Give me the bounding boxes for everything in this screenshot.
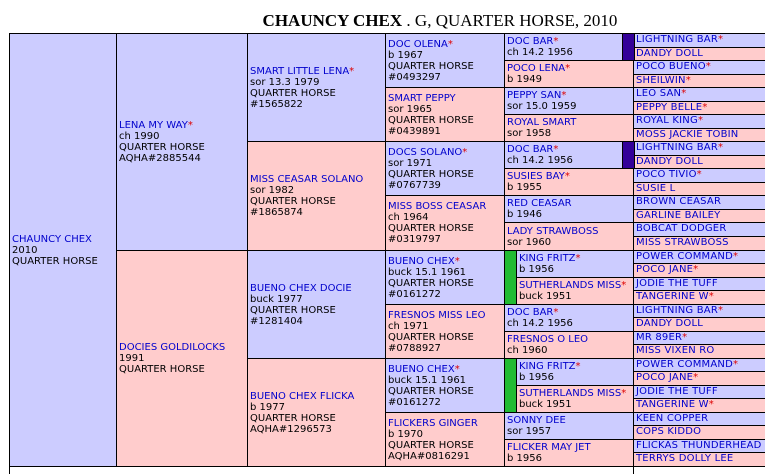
ancestor-cell-gen4 — [504, 222, 635, 251]
ancestor-cell-gen5 — [633, 344, 765, 359]
ancestor-cell-gen4 — [504, 168, 635, 196]
horse-name — [636, 440, 765, 451]
ancestor-cell-gen5 — [633, 385, 765, 399]
ancestor-cell-gen4 — [516, 250, 635, 278]
horse-name-link[interactable]: DOCS SOLANO — [388, 146, 463, 158]
horse-name-link[interactable]: KING FRITZ — [519, 361, 576, 372]
horse-name — [388, 93, 503, 104]
ancestor-cell-gen4 — [504, 439, 635, 467]
star-marker: * — [575, 253, 581, 264]
ancestor-cell-gen5 — [633, 263, 765, 278]
horse-name — [507, 36, 620, 47]
star-marker: * — [462, 146, 468, 158]
star-marker: * — [621, 280, 627, 291]
horse-detail-line: QUARTER HORSE — [388, 277, 474, 289]
horse-name — [119, 342, 246, 353]
horse-detail-line: 2010 — [12, 244, 38, 256]
ancestor-cell-gen1 — [116, 250, 249, 467]
horse-detail-line: ch 14.2 1956 — [507, 47, 573, 58]
ancestor-cell-gen2 — [247, 141, 387, 251]
star-marker: * — [693, 264, 699, 275]
ancestor-cell-gen4 — [516, 385, 635, 413]
ancestor-cell-gen3 — [385, 195, 506, 251]
ancestor-cell-gen5 — [633, 412, 765, 426]
horse-name — [388, 310, 503, 321]
horse-name — [636, 426, 765, 437]
ancestor-cell-gen5 — [633, 128, 765, 142]
horse-name — [388, 147, 503, 158]
horse-detail-line: b 1967 — [388, 49, 423, 61]
horse-name — [636, 345, 765, 356]
horse-name-link[interactable]: COPS KIDDO — [636, 426, 702, 437]
horse-detail-line: #0439891 — [388, 125, 441, 137]
ancestor-cell-gen5 — [633, 398, 765, 413]
ancestor-cell-gen2 — [247, 358, 387, 467]
horse-detail-line: ch 1964 — [388, 212, 429, 223]
horse-name — [636, 291, 765, 302]
horse-name-link[interactable]: FRESNOS O LEO — [507, 334, 589, 345]
horse-name — [250, 174, 384, 185]
horse-name-link[interactable]: PEPPY SAN — [507, 90, 562, 101]
horse-summary: . G, QUARTER HORSE, 2010 — [402, 11, 618, 30]
horse-name-link[interactable]: SUSIES BAY — [507, 171, 565, 182]
ancestor-cell-gen5 — [633, 195, 765, 210]
horse-detail-line: ch 14.2 1956 — [507, 318, 573, 329]
ancestor-cell-gen4 — [516, 277, 635, 305]
ancestor-cell-gen4 — [504, 87, 635, 115]
horse-name-link[interactable]: MISS BOSS CEASAR — [388, 201, 487, 212]
horse-detail-line: buck 1977 — [250, 293, 303, 305]
horse-detail-line: sor 1971 — [388, 157, 433, 169]
horse-name-title: CHAUNCY CHEX — [262, 11, 403, 30]
ancestor-cell-gen5 — [633, 33, 765, 48]
horse-name-link[interactable]: MISS VIXEN RO — [636, 345, 715, 356]
horse-name-link[interactable]: BUENO CHEX FLICKA — [250, 390, 355, 402]
star-marker: * — [732, 251, 738, 262]
ancestor-cell-gen1 — [116, 33, 249, 251]
horse-name-link[interactable]: JODIE THE TUFF — [636, 386, 718, 397]
subject-cell — [9, 33, 118, 467]
horse-name — [636, 413, 765, 424]
horse-detail-line: b 1970 — [388, 428, 423, 440]
green-marker-band — [504, 250, 517, 305]
ancestor-cell-gen3 — [385, 141, 506, 196]
horse-detail-line: b 1955 — [507, 182, 542, 193]
horse-name — [636, 399, 765, 410]
horse-detail-line: #0788927 — [388, 342, 441, 354]
horse-name — [636, 332, 765, 343]
horse-name-link[interactable]: MISS STRAWBOSS — [636, 237, 729, 248]
purple-marker-band — [622, 33, 635, 61]
star-marker: * — [718, 34, 723, 45]
horse-name-link[interactable]: LENA MY WAY — [119, 120, 188, 131]
horse-name — [636, 183, 765, 194]
horse-name — [519, 253, 632, 264]
horse-name-link[interactable]: POCO LENA — [507, 63, 566, 74]
horse-detail-line: QUARTER HORSE — [388, 331, 474, 343]
horse-detail-line: QUARTER HORSE — [388, 168, 474, 180]
purple-marker-band — [622, 141, 635, 169]
horse-name — [519, 280, 632, 291]
ancestor-cell-gen3 — [385, 33, 506, 88]
horse-name — [636, 156, 765, 167]
horse-name — [636, 210, 765, 221]
horse-name-link[interactable]: SUTHERLANDS MISS — [519, 280, 622, 291]
horse-name-link[interactable]: DANDY DOLL — [636, 156, 703, 167]
horse-name — [636, 305, 765, 316]
horse-detail-line: QUARTER HORSE — [250, 87, 336, 99]
horse-detail-line: AQHA#0816291 — [388, 450, 470, 462]
green-marker-band — [504, 358, 517, 413]
horse-name-link[interactable]: DOCIES GOLDILOCKS — [119, 342, 226, 353]
ancestor-cell-gen4 — [504, 114, 635, 142]
star-marker: * — [454, 363, 460, 375]
horse-name-link[interactable]: DOC BAR — [507, 36, 554, 47]
horse-detail-line: QUARTER HORSE — [119, 142, 205, 153]
ancestor-cell-gen5 — [633, 331, 765, 345]
horse-name-link[interactable]: BUENO CHEX DOCIE — [250, 282, 352, 294]
horse-detail-line: buck 15.1 1961 — [388, 266, 467, 278]
horse-name — [12, 234, 115, 245]
horse-name — [636, 223, 765, 234]
horse-detail-line: #0493297 — [388, 71, 441, 83]
horse-name-link[interactable]: FLICKERS GINGER — [388, 417, 478, 429]
horse-name-link[interactable]: TANGERINE W — [636, 291, 709, 302]
horse-name-link[interactable]: LIGHTNING BAR — [636, 34, 718, 45]
star-marker: * — [708, 291, 714, 302]
horse-detail-line: buck 15.1 1961 — [388, 374, 467, 386]
star-marker: * — [621, 388, 627, 399]
horse-detail-line: AQHA#1296573 — [250, 423, 332, 435]
horse-name — [507, 171, 632, 182]
star-marker: * — [682, 332, 688, 343]
ancestor-cell-gen4 — [504, 412, 635, 440]
horse-name-link[interactable]: TANGERINE W — [636, 399, 709, 410]
horse-detail-line: b 1977 — [250, 401, 285, 413]
horse-name-link[interactable]: MR 89ER — [636, 332, 683, 343]
table-bottom-edge — [9, 466, 10, 474]
horse-detail-line: QUARTER HORSE — [388, 223, 474, 234]
ancestor-cell-gen5 — [633, 60, 765, 75]
ancestor-cell-gen3 — [385, 358, 506, 413]
star-marker: * — [447, 38, 453, 50]
horse-detail-line: sor 1958 — [507, 128, 552, 139]
horse-name-link[interactable]: KING FRITZ — [519, 253, 576, 264]
horse-name-link[interactable]: LIGHTNING BAR — [636, 305, 718, 316]
horse-name — [636, 169, 765, 180]
ancestor-cell-gen3 — [385, 87, 506, 142]
horse-name — [119, 120, 246, 131]
horse-name — [636, 318, 765, 329]
horse-name-link[interactable]: SONNY DEE — [507, 415, 566, 426]
horse-name-link[interactable]: MOSS JACKIE TOBIN — [636, 129, 739, 140]
ancestor-cell-gen5 — [633, 304, 765, 318]
horse-name-link[interactable]: POCO TIVIO — [636, 169, 697, 180]
horse-detail-line: b 1946 — [507, 209, 542, 220]
horse-name-link[interactable]: DOC BAR — [507, 307, 554, 318]
horse-name — [507, 117, 632, 128]
horse-name-link[interactable]: LEO SAN — [636, 88, 682, 99]
horse-name-link[interactable]: BUENO CHEX — [388, 363, 455, 375]
horse-name-link[interactable]: BOBCAT DODGER — [636, 223, 727, 234]
horse-name-link[interactable]: POWER COMMAND — [636, 251, 733, 262]
star-marker: * — [705, 61, 711, 72]
horse-name — [507, 63, 632, 74]
horse-name — [636, 115, 765, 126]
ancestor-cell-gen5 — [633, 317, 765, 332]
horse-detail-line: QUARTER HORSE — [250, 196, 336, 207]
horse-detail-line: ch 1971 — [388, 320, 429, 332]
horse-name-link[interactable]: SHEILWIN — [636, 75, 686, 86]
horse-detail-line: #0767739 — [388, 179, 441, 191]
horse-name — [636, 372, 765, 383]
horse-name — [636, 75, 765, 86]
horse-detail-line: buck 1951 — [519, 291, 572, 302]
ancestor-cell-gen3 — [385, 304, 506, 359]
horse-name-link[interactable]: POCO JANE — [636, 372, 694, 383]
horse-name-link[interactable]: POCO BUENO — [636, 61, 706, 72]
horse-detail-line: #1865874 — [250, 207, 303, 218]
horse-name-link[interactable]: LADY STRAWBOSS — [507, 225, 599, 237]
horse-name-link[interactable]: SMART PEPPY — [388, 92, 456, 104]
horse-name-link[interactable]: FLICKER MAY JET — [507, 442, 591, 453]
horse-detail-line: QUARTER HORSE — [388, 439, 474, 451]
ancestor-cell-gen4 — [504, 33, 623, 61]
horse-detail-line: ch 14.2 1956 — [507, 155, 573, 166]
horse-name — [636, 196, 765, 207]
horse-detail-line: QUARTER HORSE — [388, 114, 474, 126]
horse-name-link[interactable]: MISS CEASAR SOLANO — [250, 174, 364, 185]
horse-detail-line: b 1956 — [519, 372, 554, 383]
horse-name — [507, 442, 632, 453]
horse-name — [519, 388, 632, 399]
horse-detail-line: b 1949 — [507, 74, 542, 85]
star-marker: * — [454, 255, 460, 267]
ancestor-cell-gen5 — [633, 277, 765, 291]
horse-name-link[interactable]: FRESNOS MISS LEO — [388, 309, 486, 321]
horse-detail-line: sor 13.3 1979 — [250, 76, 320, 88]
ancestor-cell-gen2 — [247, 33, 387, 142]
horse-detail-line: AQHA#2885544 — [119, 153, 201, 164]
ancestor-cell-gen5 — [633, 222, 765, 237]
star-marker: * — [685, 75, 691, 86]
horse-name — [636, 61, 765, 72]
horse-name-link[interactable]: SMART LITTLE LENA — [250, 65, 350, 77]
ancestor-cell-gen5 — [633, 452, 765, 467]
ancestor-cell-gen5 — [633, 182, 765, 196]
horse-detail-line: #0319797 — [388, 234, 441, 245]
horse-detail-line: ch 1960 — [507, 345, 548, 356]
horse-name — [507, 415, 632, 426]
horse-name-link[interactable]: DANDY DOLL — [636, 48, 703, 59]
horse-name — [388, 418, 503, 429]
horse-name-link[interactable]: LIGHTNING BAR — [636, 142, 718, 153]
horse-detail-line: #1281404 — [250, 315, 303, 327]
star-marker: * — [718, 305, 723, 316]
horse-name — [250, 66, 384, 77]
table-bottom-edge — [633, 466, 634, 474]
horse-name-link[interactable]: CHAUNCY CHEX — [12, 233, 92, 245]
star-marker: * — [575, 361, 581, 372]
horse-name — [507, 90, 632, 101]
ancestor-cell-gen5 — [633, 236, 765, 251]
ancestor-cell-gen3 — [385, 412, 506, 467]
horse-detail-line: QUARTER HORSE — [12, 255, 98, 267]
horse-detail-line: QUARTER HORSE — [388, 385, 474, 397]
horse-name — [507, 226, 632, 237]
horse-name-link[interactable]: ROYAL KING — [636, 115, 698, 126]
horse-name-link[interactable]: DOC BAR — [507, 144, 554, 155]
horse-detail-line: 1991 — [119, 353, 145, 364]
ancestor-cell-gen2 — [247, 250, 387, 359]
ancestor-cell-gen5 — [633, 209, 765, 223]
horse-name — [636, 34, 765, 45]
star-marker: * — [553, 144, 559, 155]
horse-name — [636, 102, 765, 113]
horse-name — [507, 144, 620, 155]
ancestor-cell-gen3 — [385, 250, 506, 305]
ancestor-cell-gen5 — [633, 114, 765, 129]
horse-name — [507, 198, 632, 209]
horse-name-link[interactable]: POWER COMMAND — [636, 359, 733, 370]
star-marker: * — [708, 399, 714, 410]
horse-name-link[interactable]: SUSIE L — [636, 183, 676, 194]
horse-name — [636, 251, 765, 262]
star-marker: * — [696, 169, 702, 180]
horse-detail-line: QUARTER HORSE — [250, 304, 336, 316]
horse-detail-line: sor 1960 — [507, 236, 552, 248]
horse-detail-line: #0161272 — [388, 288, 441, 300]
star-marker: * — [561, 90, 567, 101]
horse-name-link[interactable]: TERRYS DOLLY LEE — [636, 453, 734, 464]
horse-name — [636, 88, 765, 99]
star-marker: * — [681, 88, 687, 99]
ancestor-cell-gen5 — [633, 290, 765, 305]
horse-name-link[interactable]: GARLINE BAILEY — [636, 210, 721, 221]
star-marker: * — [553, 36, 559, 47]
horse-name-link[interactable]: JODIE THE TUFF — [636, 278, 718, 289]
horse-name — [636, 359, 765, 370]
star-marker: * — [553, 307, 559, 318]
horse-detail-line: sor 15.0 1959 — [507, 101, 577, 112]
horse-detail-line: QUARTER HORSE — [388, 60, 474, 72]
horse-name-link[interactable]: DOC OLENA — [388, 38, 448, 50]
horse-detail-line: QUARTER HORSE — [119, 364, 205, 375]
horse-detail-line: #0161272 — [388, 396, 441, 408]
ancestor-cell-gen5 — [633, 141, 765, 156]
horse-name — [636, 129, 765, 140]
horse-name — [507, 307, 632, 318]
ancestor-cell-gen5 — [633, 101, 765, 115]
horse-name — [507, 334, 632, 345]
horse-name — [636, 264, 765, 275]
star-marker: * — [565, 63, 571, 74]
horse-detail-line: sor 1957 — [507, 426, 552, 437]
star-marker: * — [187, 120, 193, 131]
horse-name — [636, 278, 765, 289]
horse-name — [636, 453, 765, 464]
ancestor-cell-gen5 — [633, 168, 765, 183]
horse-detail-line: #1565822 — [250, 98, 303, 110]
ancestor-cell-gen5 — [633, 47, 765, 61]
star-marker: * — [693, 372, 699, 383]
horse-name-link[interactable]: POCO JANE — [636, 264, 694, 275]
horse-name — [250, 283, 384, 294]
star-marker: * — [732, 359, 738, 370]
horse-name-link[interactable]: DANDY DOLL — [636, 318, 703, 329]
horse-name — [388, 201, 503, 212]
horse-name-link[interactable]: RED CEASAR — [507, 198, 572, 209]
horse-name — [388, 364, 503, 375]
star-marker: * — [349, 65, 355, 77]
horse-name — [388, 39, 503, 50]
horse-name-link[interactable]: KEEN COPPER — [636, 413, 709, 424]
horse-detail-line: b 1956 — [507, 453, 542, 464]
star-marker: * — [718, 142, 723, 153]
ancestor-cell-gen5 — [633, 250, 765, 264]
ancestor-cell-gen5 — [633, 425, 765, 440]
ancestor-cell-gen5 — [633, 155, 765, 169]
horse-detail-line: buck 1951 — [519, 399, 572, 410]
ancestor-cell-gen4 — [504, 304, 635, 332]
ancestor-cell-gen5 — [633, 74, 765, 88]
horse-name — [636, 48, 765, 59]
star-marker: * — [702, 102, 708, 113]
ancestor-cell-gen5 — [633, 87, 765, 102]
horse-name — [636, 386, 765, 397]
horse-name-link[interactable]: PEPPY BELLE — [636, 102, 703, 113]
horse-detail-line: QUARTER HORSE — [250, 412, 336, 424]
ancestor-cell-gen4 — [516, 358, 635, 386]
horse-name — [636, 237, 765, 248]
ancestor-cell-gen4 — [504, 60, 635, 88]
horse-name-link[interactable]: FLICKAS THUNDERHEAD — [636, 440, 762, 451]
ancestor-cell-gen4 — [504, 331, 635, 359]
ancestor-cell-gen4 — [504, 195, 635, 223]
ancestor-cell-gen5 — [633, 439, 765, 453]
horse-name — [250, 391, 384, 402]
horse-name-link[interactable]: BROWN CEASAR — [636, 196, 722, 207]
horse-detail-line: sor 1982 — [250, 185, 295, 196]
horse-name — [636, 142, 765, 153]
horse-detail-line: ch 1990 — [119, 131, 160, 142]
horse-name-link[interactable]: ROYAL SMART — [507, 117, 577, 128]
ancestor-cell-gen4 — [504, 141, 623, 169]
horse-name — [519, 361, 632, 372]
ancestor-cell-gen5 — [633, 371, 765, 386]
horse-detail-line: b 1956 — [519, 264, 554, 275]
horse-name-link[interactable]: BUENO CHEX — [388, 255, 455, 267]
star-marker: * — [564, 171, 570, 182]
horse-name — [388, 256, 503, 267]
horse-name-link[interactable]: SUTHERLANDS MISS — [519, 388, 622, 399]
horse-detail-line: sor 1965 — [388, 103, 433, 115]
ancestor-cell-gen5 — [633, 358, 765, 372]
star-marker: * — [697, 115, 703, 126]
